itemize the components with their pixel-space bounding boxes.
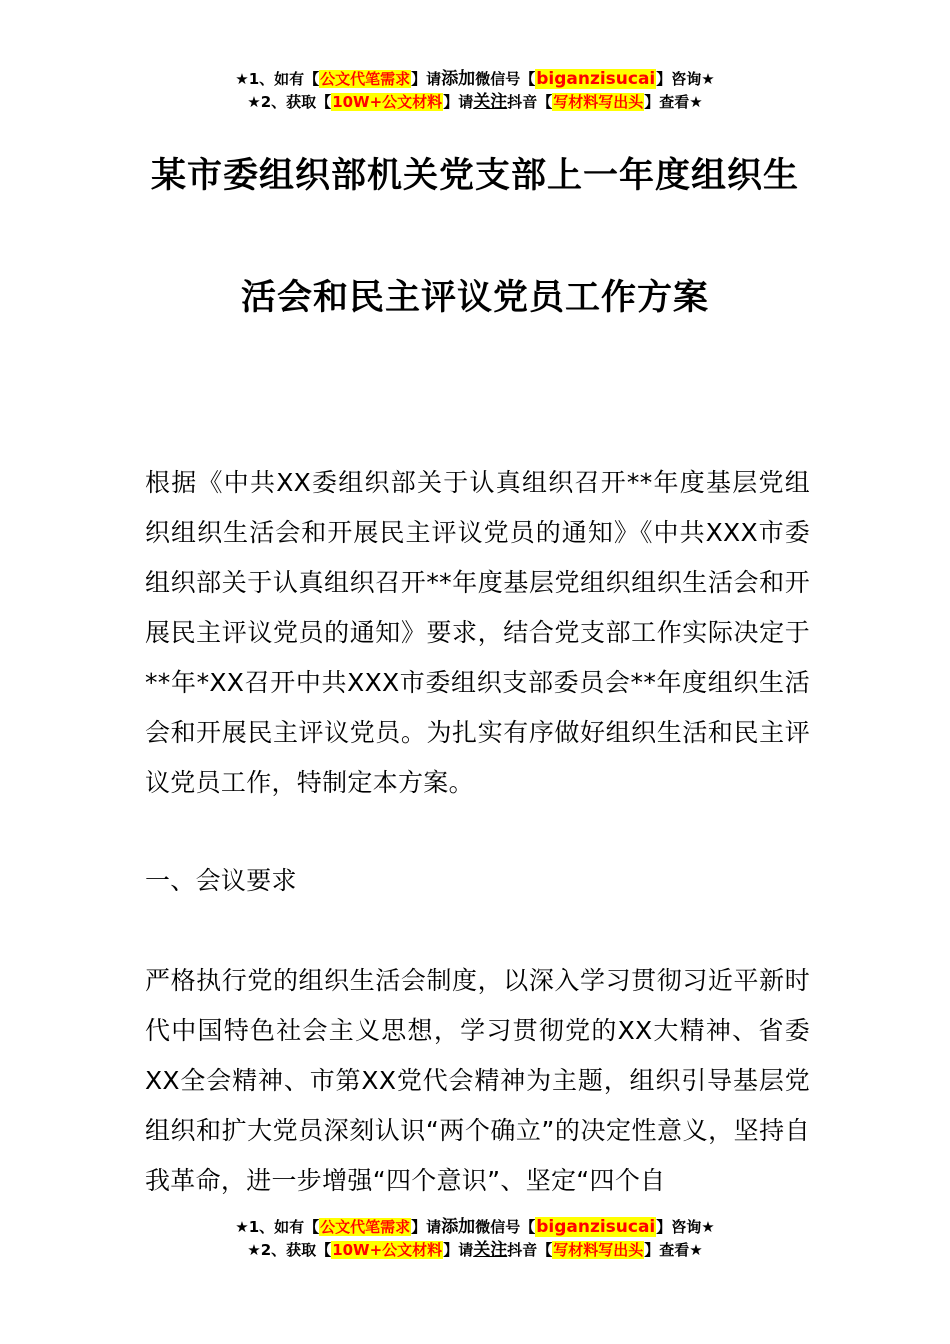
document-title-line-2: 活会和民主评议党员工作方案: [240, 278, 709, 318]
banner-line-2: ★2、获取【10W+公文材料】请关注抖音【写材料写出头】查看★: [247, 92, 703, 112]
banner-highlight-douyin: 写材料写出头: [553, 1241, 644, 1259]
bottom-banner: [0, 1216, 950, 1262]
banner-highlight-materials: 10W+公文材料: [332, 1241, 443, 1259]
banner-highlight-douyin: 写材料写出头: [553, 93, 644, 111]
document-title-line-1: 某市委组织部机关党支部上一年度组织生: [150, 156, 799, 196]
banner-line-2: ★2、获取【10W+公文材料】请关注抖音【写材料写出头】查看★: [247, 1240, 703, 1260]
section-heading-1: 一、会议要求: [145, 866, 297, 895]
banner-line-1: ★1、如有【公文代笔需求】请添加微信号【biganzisucai】咨询★: [235, 69, 715, 89]
banner-highlight-wechat: biganzisucai: [536, 69, 656, 89]
section-1-paragraph: 严格执行党的组织生活会制度，以深入学习贯彻习近平新时代中国特色社会主义思想，学习贯彻党的XX大精神、省委XX全会精神、市第XX党代会精神为主题，组织引导基层党组织和扩大党员深刻认识“两个确立”的决定性意义，坚持自我革命，进一步增强“四个意识”、坚定“四个自: [145, 966, 810, 1195]
intro-paragraph: 根据《中共XX委组织部关于认真组织召开**年度基层党组织组织生活会和开展民主评议党员的通知》《中共XXX市委组织部关于认真组织召开**年度基层党组织组织生活会和开展民主评议党员的通知》要求，结合党支部工作实际决定于**年*XX召开中共XXX市委组织支部委员会**年度组织生活会和开展民主评议党员。为扎实有序做好组织生活和民主评议党员工作，特制定本方案。: [145, 468, 810, 797]
banner-line-1: ★1、如有【公文代笔需求】请添加微信号【biganzisucai】咨询★: [235, 1217, 715, 1237]
banner-highlight-service: 公文代笔需求: [320, 70, 411, 88]
top-banner: [0, 68, 950, 114]
banner-highlight-materials: 10W+公文材料: [332, 93, 443, 111]
banner-highlight-wechat: biganzisucai: [536, 1217, 656, 1237]
banner-highlight-service: 公文代笔需求: [320, 1218, 411, 1236]
